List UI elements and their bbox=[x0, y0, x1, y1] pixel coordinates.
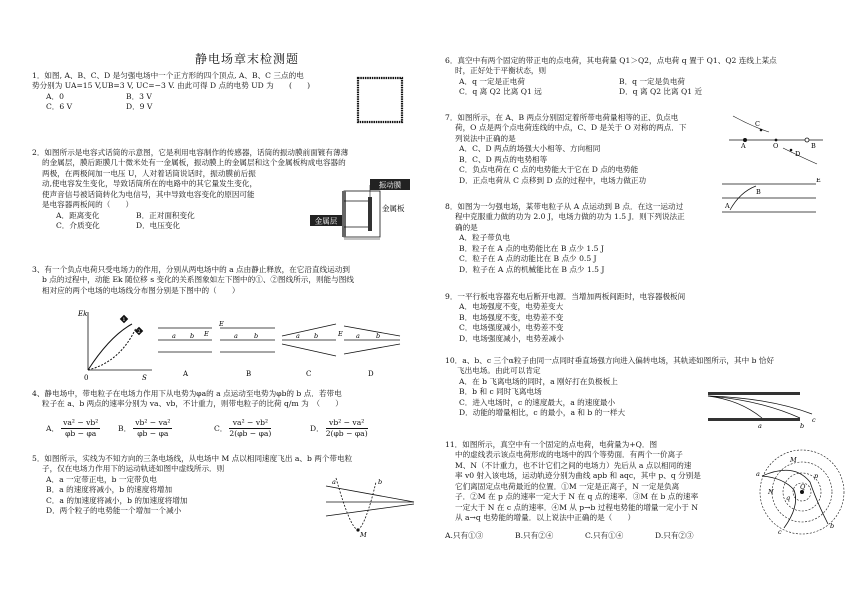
q3-fig-label-b: B bbox=[246, 370, 252, 378]
q7-label-C: C bbox=[755, 120, 760, 128]
q11-label-Q: Q bbox=[800, 483, 806, 491]
question-3 bbox=[32, 265, 432, 296]
q4-denominator: φb − φa bbox=[137, 429, 169, 439]
q4-fraction bbox=[326, 418, 368, 440]
q3-axis-x: S bbox=[142, 374, 147, 382]
q11-label-p: p bbox=[814, 472, 819, 480]
q8-line: 程中克服重力做的功为 2.0 J，电场力做的功为 1.5 J．则下列说法正 bbox=[455, 212, 685, 222]
q3-point-a-b: a bbox=[234, 332, 238, 340]
q10-label-c: c bbox=[812, 416, 816, 424]
question-9 bbox=[445, 292, 845, 344]
q2-line: 2．如图所示是电容式话筒的示意图，它是利用电容制作的传感器，话筒的振动膜前面镀有薄薄 bbox=[32, 148, 349, 157]
q2-label-layer: 金属层 bbox=[314, 216, 338, 226]
q4-option-d[interactable] bbox=[310, 418, 406, 440]
q4-fraction bbox=[229, 418, 271, 440]
q11-label-N: N bbox=[768, 488, 774, 496]
q9-option-a[interactable]: A．电场强度不变，电势差变大 bbox=[459, 302, 564, 312]
question-1 bbox=[32, 71, 392, 113]
q3-point-a: a bbox=[172, 332, 176, 340]
q11-options bbox=[445, 531, 805, 541]
q10-option-a[interactable]: A．在 b 飞离电场的同时，a 刚好打在负极板上 bbox=[459, 376, 618, 386]
q4-option-letter: A． bbox=[46, 423, 60, 433]
question-6 bbox=[445, 56, 845, 98]
q1-options bbox=[32, 102, 392, 112]
q11-line: 子．②M 在 p 点的速率一定大于 N 在 q 点的速率．③M 在 b 点的速率 bbox=[455, 492, 699, 502]
q11-label-q: q bbox=[786, 494, 791, 502]
q1-option-c[interactable]: C．6 V bbox=[46, 102, 73, 112]
q8-option-a[interactable]: A．粒子带负电 bbox=[459, 233, 511, 243]
q10-line: 飞出电场。由此可以肯定 bbox=[457, 366, 541, 376]
q2-label-film: 振动膜 bbox=[378, 180, 402, 190]
q1-line: 势分别为 UA=15 V,UB=3 V, UC=−3 V. 由此可得 D 点的电势 UD 为 ( ) bbox=[32, 81, 311, 91]
q7-option-b[interactable]: B．C、D 两点的电势相等 bbox=[459, 154, 548, 164]
q5-label-b: b bbox=[378, 478, 383, 486]
q3-point-b-c: b bbox=[314, 332, 319, 340]
q11-label-b: b bbox=[830, 522, 835, 530]
q4-line: 粒子在 a、b 两点的速率分别为 va、vb，不计重力，则带电粒子的比荷 q/m 为 （ ） bbox=[42, 399, 343, 409]
q1-square-figure bbox=[355, 75, 407, 127]
q8-label-E: E bbox=[816, 178, 821, 184]
q11-line: 中的虚线表示该点电荷形成的电场中的四个等势面．有两个一价离子 bbox=[455, 450, 683, 460]
q4-option-letter: C． bbox=[214, 423, 228, 433]
q7-label-O: O bbox=[773, 142, 779, 150]
q4-option-a[interactable] bbox=[46, 418, 118, 440]
q3-mark-2: 2 bbox=[137, 329, 141, 335]
q8-line: 确的是 bbox=[455, 222, 478, 232]
q7-label-D: D bbox=[795, 150, 801, 158]
q4-option-c[interactable] bbox=[214, 418, 310, 440]
q11-line: 它们离固定点电荷最近的位置．①M 一定是正离子，N 一定是负离 bbox=[455, 481, 680, 491]
q8-option-b[interactable]: B．粒子在 A 点的电势能比在 B 点少 1.5 J bbox=[459, 243, 604, 253]
q4-option-letter: B． bbox=[118, 423, 132, 433]
q4-numerator: va² − vb² bbox=[229, 418, 271, 429]
q5-line: 5．如图所示，实线为不知方向的三条电场线，从电场中 M 点以相同速度飞出 a、b 两个带电粒 bbox=[32, 454, 353, 463]
q6-options bbox=[445, 77, 845, 87]
question-11 bbox=[445, 440, 765, 524]
q5-label-a: a bbox=[332, 478, 336, 486]
q3-figures bbox=[70, 306, 430, 384]
q2-option-c[interactable]: C．介质变化 bbox=[56, 221, 100, 231]
q1-option-d[interactable]: D．9 V bbox=[126, 102, 153, 112]
q5-line: 子，仅在电场力作用下的运动轨迹如图中虚线所示．则 bbox=[42, 464, 225, 474]
q7-option-c[interactable]: C．负点电荷在 C 点的电势能大于它在 D 点的电势能 bbox=[459, 165, 639, 175]
q2-option-d[interactable]: D．电压变化 bbox=[136, 221, 181, 231]
q8-line: 8．如图为一匀强电场，某带电粒子从 A 点运动到 B 点．在这一运动过 bbox=[445, 202, 684, 211]
q11-line: 11．如图所示，真空中有一个固定的点电荷，电荷量为+Q．图 bbox=[445, 440, 658, 449]
q1-line: 1．如图, A、B、C、D 是匀强电场中一个正方形的四个顶点, A、B、C 三点的电 bbox=[32, 71, 304, 80]
q11-equipotential-figure bbox=[754, 442, 850, 538]
q2-line: 使声音信号被话筒转化为电信号，其中导致电容变化的原因可能 bbox=[42, 189, 255, 199]
q3-axis-origin: 0 bbox=[84, 374, 89, 382]
question-4 bbox=[32, 389, 432, 410]
q3-point-b: b bbox=[190, 332, 195, 340]
q10-deflection-figure bbox=[700, 384, 820, 432]
q4-denominator: 2(φb − φa) bbox=[229, 429, 272, 439]
q7-charges-figure bbox=[725, 114, 827, 168]
q10-label-a: a bbox=[758, 422, 762, 430]
q7-line: 7．如图所示，在 A、B 两点分别固定着所带电荷量相等的正、负点电 bbox=[445, 113, 679, 122]
q3-fig-label-a: A bbox=[183, 370, 189, 378]
q3-point-a-c: a bbox=[296, 332, 300, 340]
q5-option-c[interactable]: C．a 的加速度将减小，b 的加速度将增加 bbox=[46, 495, 188, 505]
q11-option-b[interactable]: B.只有②④ bbox=[515, 531, 554, 540]
q10-line: 10．a、b、c 三个α粒子由同一点同时垂直场强方向进入偏转电场，其轨迹如图所示，其中 b 恰好 bbox=[445, 356, 775, 365]
page-title: 静电场章末检测题 bbox=[195, 52, 300, 66]
q7-option-a[interactable]: A．C、D 两点的场强大小相等、方向相同 bbox=[459, 144, 601, 154]
q5-option-b[interactable]: B．a 的速度将减小，b 的速度将增加 bbox=[46, 485, 173, 495]
q11-option-d[interactable]: D.只有②③ bbox=[655, 531, 694, 540]
q11-line: 从 a→q 电势能的增量．以上说法中正确的是（ ） bbox=[455, 513, 636, 523]
q9-option-b[interactable]: B．电场强度不变，电势差不变 bbox=[459, 312, 564, 322]
q3-line: 3、有一个负点电荷只受电场力的作用，分别从两电场中的 a 点由静止释放，在它沿直线运动到 bbox=[32, 265, 350, 274]
q2-line: 动,使电容发生变化，导致话筒所在的电路中的其它量发生变化， bbox=[42, 179, 258, 189]
q4-fraction bbox=[61, 418, 100, 440]
q9-option-c[interactable]: C．电场强度减小，电势差不变 bbox=[459, 323, 564, 333]
q3-axis-y: Ek bbox=[78, 310, 88, 318]
q10-option-d[interactable]: D．动能的增量相比，c 的最小，a 和 b 的一样大 bbox=[459, 408, 626, 418]
q7-option-d[interactable]: D．正点电荷从 C 点移到 D 点的过程中，电场力做正功 bbox=[459, 175, 647, 185]
q9-option-d[interactable]: D．电场强度减小，电势差减小 bbox=[459, 333, 564, 343]
q3-fig-label-d: D bbox=[368, 370, 374, 378]
q3-field-E-d: E bbox=[338, 330, 343, 338]
q5-label-M: M bbox=[360, 531, 367, 538]
q4-numerator: vb² − va² bbox=[133, 418, 172, 429]
q11-line: 率 v0 射入该电场，运动轨迹分别为曲线 apb 和 aqc，其中 p、q 分别是 bbox=[455, 471, 701, 481]
q1-option-b[interactable]: B．3 V bbox=[126, 91, 152, 101]
q6-option-c[interactable]: C．q 离 Q2 比离 Q1 远 bbox=[459, 87, 542, 97]
q4-denominator: φb − φa bbox=[65, 429, 97, 439]
q2-line: 是电容器两板间的（ ） bbox=[42, 200, 134, 210]
q4-denominator: 2(φb − φa) bbox=[325, 429, 368, 439]
q8-option-d[interactable]: D．粒子在 A 点的机械能比在 B 点少 1.5 J bbox=[459, 264, 605, 274]
q6-line: 时，正好处于平衡状态，则 bbox=[455, 66, 547, 76]
q3-line: b 点的过程中，动能 Ek 随位移 s 变化的关系图象如左下图中的①、②图线所示，则能与图线 bbox=[42, 275, 354, 285]
q2-line: 的金属层，膜后距膜几十微米处有一金属板，振动膜上的金属层和这个金属板构成电容器的 bbox=[42, 158, 346, 168]
q2-label-plate: 金属板 bbox=[382, 204, 405, 213]
q10-option-b[interactable]: B．b 和 c 同时飞离电场 bbox=[459, 387, 542, 397]
q3-point-a-d: a bbox=[356, 332, 360, 340]
q5-option-d[interactable]: D．两个粒子的电势能一个增加一个减小 bbox=[46, 506, 182, 516]
q2-line: 两极，在两极间加一电压 U，人对着话筒说话时，振动膜前后振 bbox=[42, 168, 256, 178]
q4-option-letter: D． bbox=[310, 423, 324, 433]
q9-line: 9．一平行板电容器充电后断开电源．当增加两板间距时，电容器极板间 bbox=[445, 292, 686, 301]
q2-microphone-figure bbox=[308, 177, 418, 247]
q7-label-A: A bbox=[741, 142, 746, 150]
q8-label-B: B bbox=[756, 188, 761, 196]
q11-option-a[interactable]: A.只有①③ bbox=[445, 531, 484, 540]
q11-line: 一定大于 N 在 c 点的速率．④M 从 p→b 过程电势能的增量一定小于 N bbox=[455, 502, 698, 512]
q6-option-a[interactable]: A．q 一定是正电荷 bbox=[459, 76, 525, 86]
q3-field-E: E bbox=[204, 330, 209, 338]
q3-line: 相对应的两个电场的电场线分布图分别是下图中的（ ） bbox=[42, 285, 240, 295]
q6-option-b[interactable]: B．q 一定是负电荷 bbox=[619, 76, 686, 86]
q4-option-b[interactable] bbox=[118, 418, 214, 440]
q6-line: 6．真空中有两个固定的带正电的点电荷，其电荷量 Q1＞Q2，点电荷 q 置于 Q1、Q2 连线上某点 bbox=[445, 56, 777, 65]
q4-numerator: vb² − va² bbox=[326, 418, 368, 429]
q7-line: 列说法中正确的是 bbox=[455, 133, 516, 143]
q3-point-b-b: b bbox=[254, 332, 259, 340]
q2-option-b[interactable]: B．正对面积变化 bbox=[136, 210, 195, 220]
q10-option-c[interactable]: C．进入电场时，c 的速度最大，a 的速度最小 bbox=[459, 397, 616, 407]
q5-field-figure bbox=[322, 476, 418, 538]
q5-option-a[interactable]: A．a 一定带正电，b 一定带负电 bbox=[46, 474, 157, 484]
q7-label-B: B bbox=[811, 142, 816, 150]
q11-line: M、N（不计重力，也不计它们之间的电场力）先后从 a 点以相同的速 bbox=[455, 460, 692, 470]
q4-options bbox=[46, 418, 426, 440]
q1-option-a[interactable]: A．0 bbox=[46, 91, 64, 101]
q8-field-figure bbox=[718, 178, 822, 218]
q3-field-E-b: E bbox=[219, 320, 224, 328]
q11-label-M: M bbox=[790, 456, 797, 464]
q1-options bbox=[32, 92, 392, 102]
q10-label-b: b bbox=[800, 422, 805, 430]
q3-point-b-d: b bbox=[376, 332, 381, 340]
q7-line: 荷，O 点是两个点电荷连线的中点，C、D 是关于 O 对称的两点．下 bbox=[455, 123, 687, 133]
q11-label-a: a bbox=[756, 470, 760, 478]
q4-line: 4、静电场中，带电粒子在电场力作用下从电势为φa的 a 点运动至电势为φb的 b 点．若带电 bbox=[32, 389, 342, 398]
q4-numerator: va² − vb² bbox=[61, 418, 100, 429]
q11-label-c: c bbox=[778, 528, 782, 536]
q6-option-d[interactable]: D．q 离 Q2 比离 Q1 近 bbox=[619, 87, 703, 97]
q3-mark-1: 1 bbox=[122, 317, 126, 323]
q8-option-c[interactable]: C．粒子在 A 点的动能比在 B 点少 0.5 J bbox=[459, 254, 597, 264]
q3-fig-label-c: C bbox=[306, 370, 312, 378]
q2-option-a[interactable]: A．距离变化 bbox=[56, 210, 100, 220]
q4-fraction bbox=[133, 418, 172, 440]
q11-option-c[interactable]: C.只有①④ bbox=[585, 531, 624, 540]
q8-label-A: A bbox=[725, 202, 730, 210]
q6-options bbox=[445, 87, 845, 97]
